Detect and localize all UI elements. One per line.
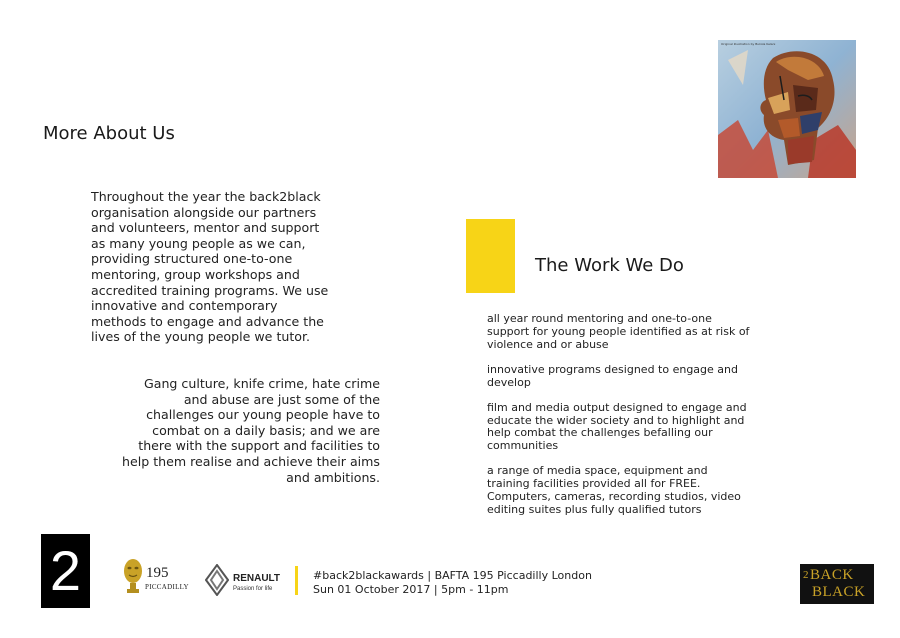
about-paragraph-1: Throughout the year the back2black organisation alongside our partners and volunteers, mentor and support as many young people as we can, providing structured one-to-one mentoring, group workshops and accredited training programs. We use innovative and contemporary methods to engage and advance the lives of the young people we tutor. (91, 189, 329, 345)
event-line-2: Sun 01 October 2017 | 5pm - 11pm (313, 583, 509, 596)
about-paragraph-2: Gang culture, knife crime, hate crime and abuse are just some of the challenges our young people have to combat on a daily basis; and we are there with the support and facilities to help them realise and achieve their aims and ambitions. (121, 376, 380, 485)
work-item: a range of media space, equipment and training facilities provided all for FREE. Computers, cameras, recording studios, video editing suites plus fully qualified tutors (487, 464, 741, 516)
work-we-do-title: The Work We Do (535, 255, 684, 276)
renault-diamond-icon (205, 564, 229, 596)
renault-logo (205, 564, 287, 598)
bafta-mask-icon (122, 558, 144, 594)
work-list (487, 313, 752, 529)
work-item: innovative programs designed to engage and develop (487, 362, 738, 389)
portrait-illustration (718, 40, 856, 178)
more-about-us-title: More About Us (43, 123, 175, 144)
event-details (313, 569, 592, 597)
page-number-block (41, 534, 90, 608)
portrait-artwork (718, 40, 856, 178)
bafta-number: 195 (146, 565, 169, 581)
event-line-1: #back2blackawards | BAFTA 195 Piccadilly London (313, 569, 592, 582)
b2b-logo-num: 2 (803, 569, 809, 581)
footer-yellow-divider (295, 566, 298, 595)
renault-name: RENAULT (233, 573, 281, 584)
page-number: 2 (49, 539, 82, 602)
b2b-logo-top: BACK (810, 567, 854, 583)
bafta-street: PICCADILLY (145, 583, 189, 591)
b2b-logo-bottom: BLACK (812, 584, 866, 600)
back2black-logo (800, 564, 874, 604)
work-item: all year round mentoring and one-to-one support for young people identified as at risk of violence and or abuse (487, 312, 750, 351)
work-item: film and media output designed to engage and educate the wider society and to highlight and help combat the challenges befalling our communities (487, 400, 747, 453)
renault-tagline: Passion for life (233, 586, 273, 592)
artwork-caption: Original illustration by Bukola Kelani (721, 42, 776, 46)
yellow-accent-block (466, 219, 515, 293)
bafta-logo (122, 556, 194, 596)
